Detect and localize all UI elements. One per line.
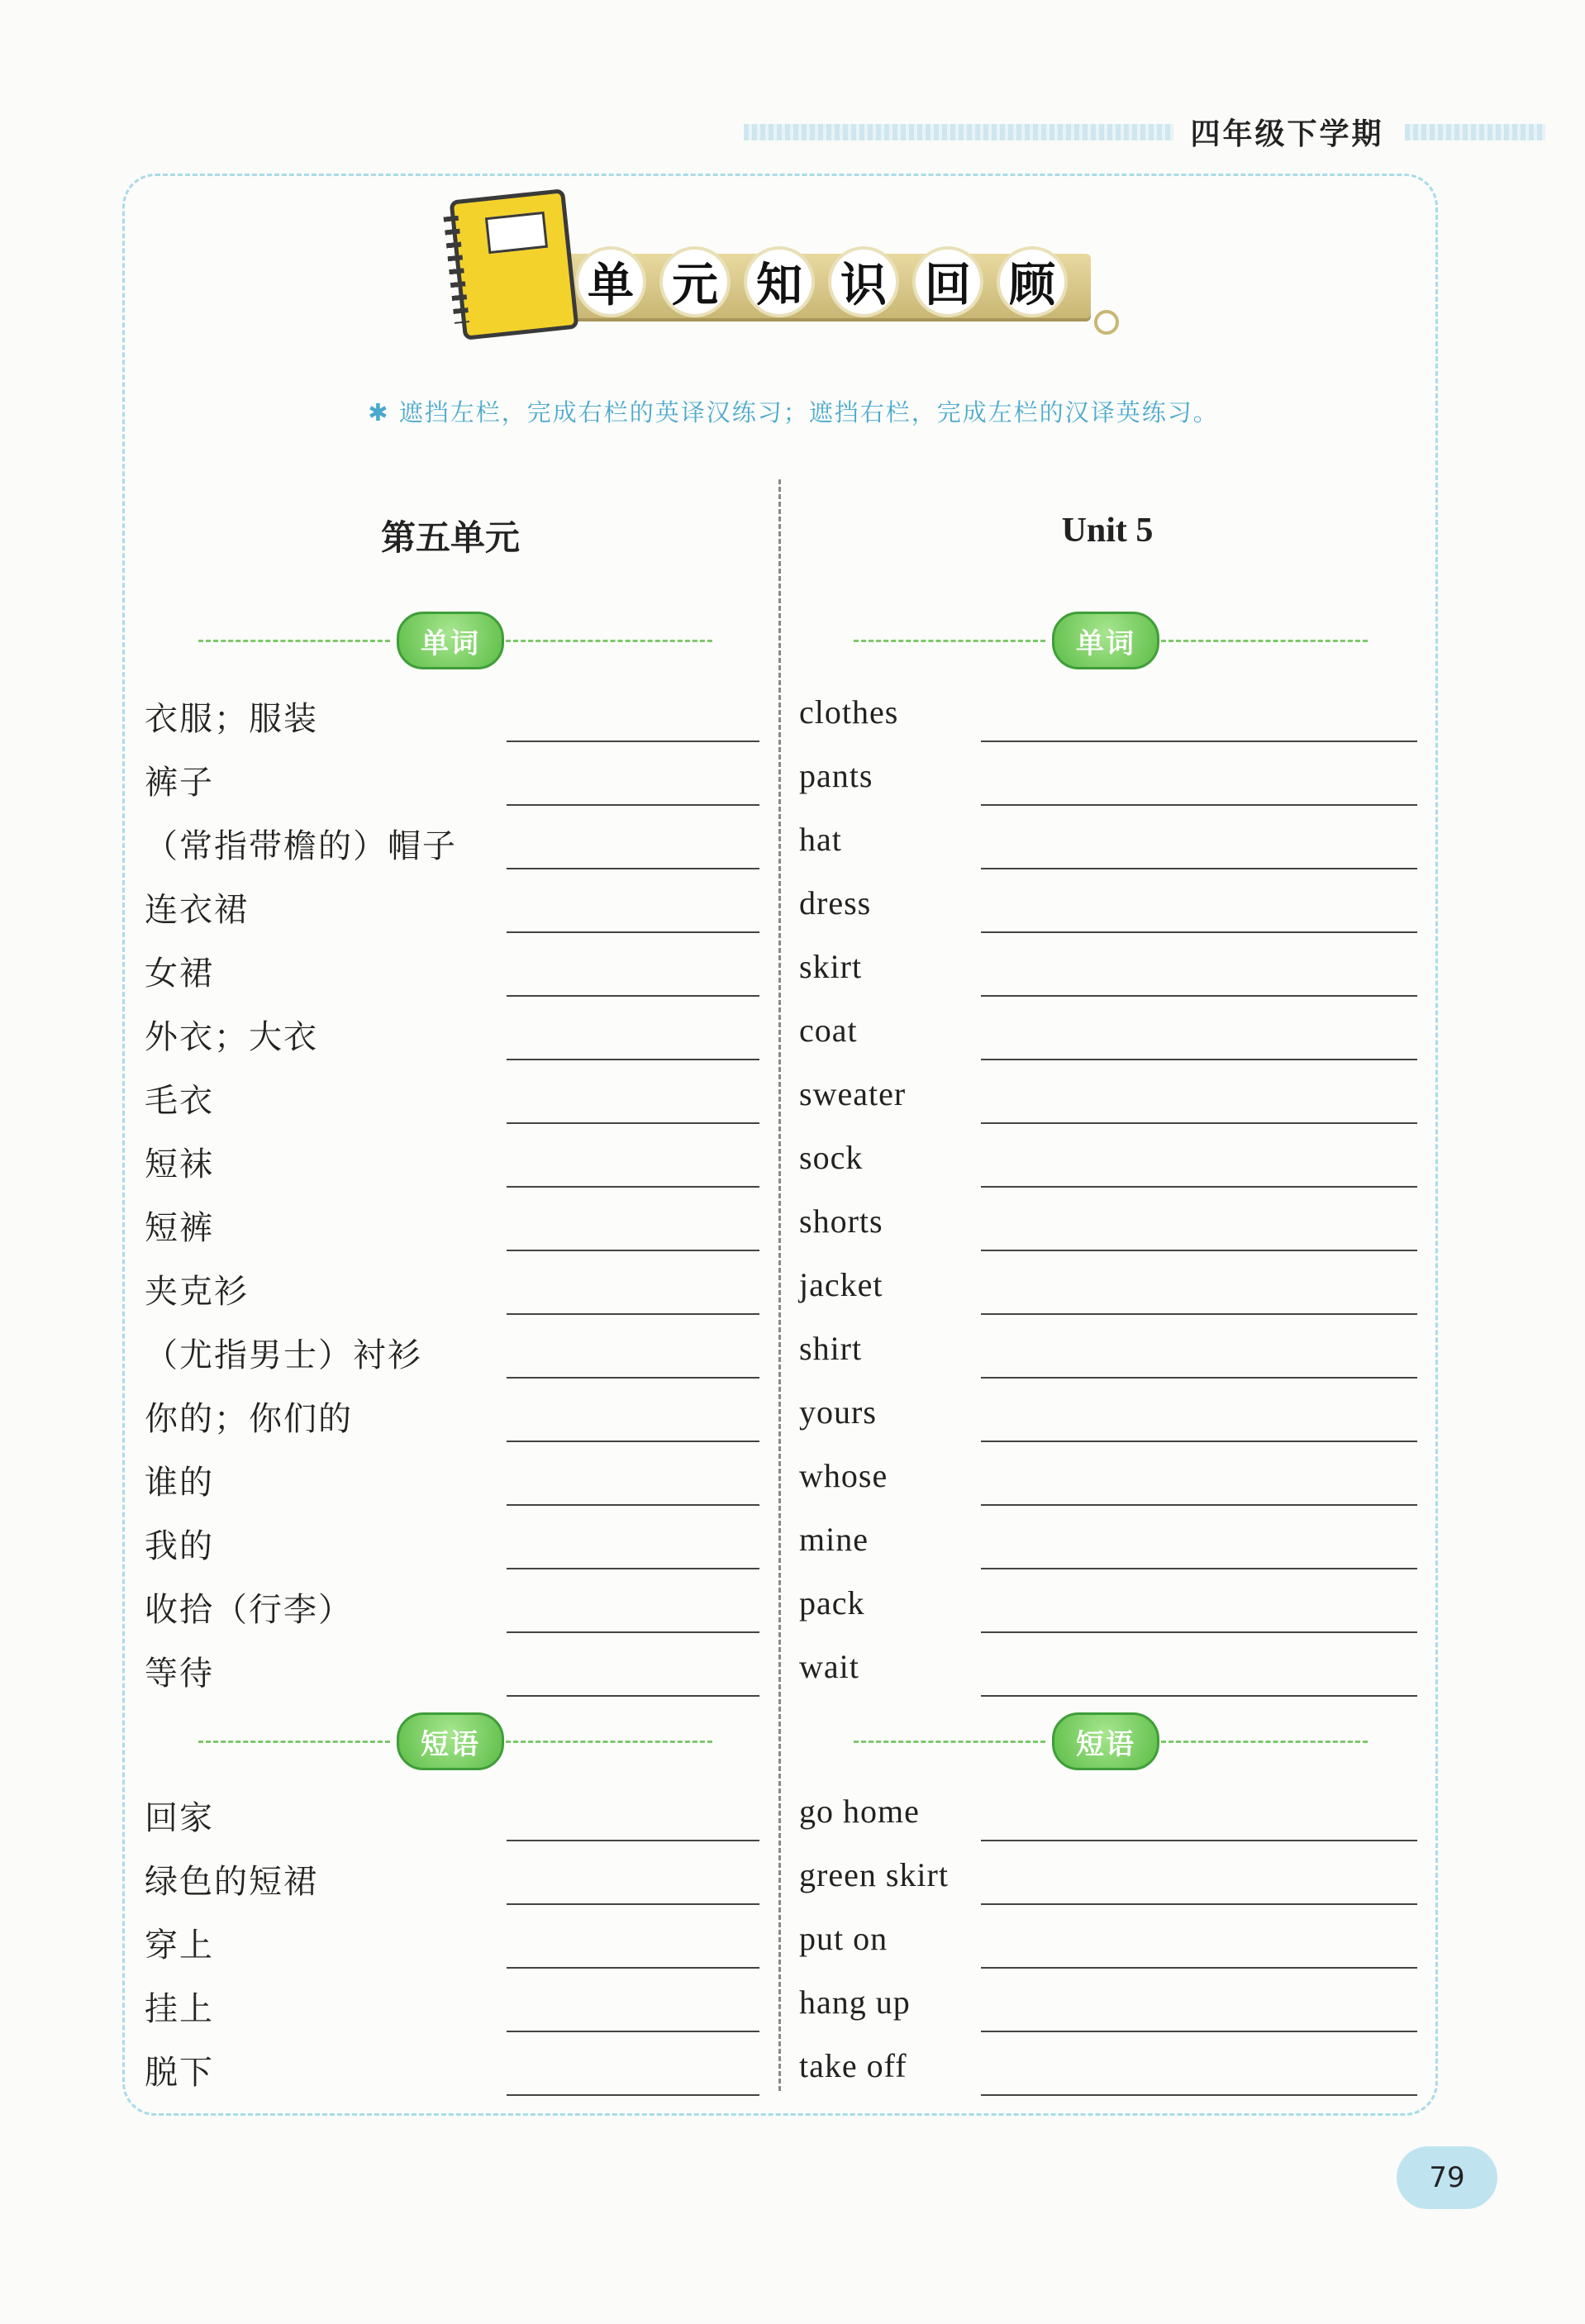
answer-blank[interactable] bbox=[507, 1441, 759, 1442]
vocab-row bbox=[799, 2046, 1417, 2096]
instruction-text: ✱ 遮挡左栏，完成右栏的英译汉练习；遮挡右栏，完成左栏的汉译英练习。 bbox=[368, 398, 1219, 426]
vocab-row bbox=[145, 1855, 759, 1905]
badge-dash-left bbox=[854, 1741, 1045, 1743]
banner-title bbox=[578, 242, 1074, 321]
answer-blank[interactable] bbox=[507, 1903, 759, 1905]
banner-dot-icon bbox=[1094, 310, 1119, 335]
vocab-text: shirt bbox=[799, 1330, 863, 1367]
vocab-row bbox=[145, 1138, 759, 1188]
vocab-text: green skirt bbox=[799, 1856, 949, 1893]
vocab-text: skirt bbox=[799, 948, 863, 985]
vocab-row bbox=[799, 1792, 1417, 1841]
vocab-row bbox=[145, 1329, 759, 1379]
vocab-row bbox=[799, 1074, 1417, 1124]
vocab-row bbox=[145, 820, 759, 869]
answer-blank[interactable] bbox=[981, 995, 1417, 997]
vocab-row bbox=[145, 1074, 759, 1124]
right-words-badge bbox=[854, 612, 1135, 669]
banner-char: 知 bbox=[747, 250, 812, 314]
answer-blank[interactable] bbox=[981, 2094, 1417, 2096]
answer-blank[interactable] bbox=[981, 1059, 1417, 1060]
vocab-text: 穿上 bbox=[145, 1926, 214, 1964]
vocab-text: 短裤 bbox=[145, 1209, 214, 1247]
vocab-text: 女裙 bbox=[145, 955, 214, 993]
header-decor-line-right bbox=[1405, 124, 1545, 140]
answer-blank[interactable] bbox=[981, 1840, 1417, 1841]
vocab-text: shorts bbox=[799, 1202, 883, 1240]
vocab-text: 我的 bbox=[145, 1527, 214, 1565]
answer-blank[interactable] bbox=[981, 2031, 1417, 2032]
vocab-row bbox=[799, 947, 1417, 997]
vocab-text: put on bbox=[799, 1920, 888, 1957]
vocab-row bbox=[799, 1265, 1417, 1315]
answer-blank[interactable] bbox=[981, 741, 1417, 742]
vocab-text: 夹克衫 bbox=[145, 1273, 249, 1311]
answer-blank[interactable] bbox=[981, 1967, 1417, 1969]
vocab-row bbox=[145, 1647, 759, 1697]
header-decor-line-left bbox=[744, 124, 1173, 140]
banner-char: 识 bbox=[831, 250, 896, 314]
vocab-text: 绿色的短裙 bbox=[145, 1863, 318, 1901]
left-phrases-badge bbox=[198, 1712, 480, 1770]
answer-blank[interactable] bbox=[507, 1967, 759, 1969]
vocab-text: 挂上 bbox=[145, 1990, 214, 2028]
answer-blank[interactable] bbox=[507, 995, 759, 997]
answer-blank[interactable] bbox=[507, 1695, 759, 1697]
answer-blank[interactable] bbox=[981, 1441, 1417, 1442]
page-number: 79 bbox=[1397, 2146, 1497, 2209]
answer-blank[interactable] bbox=[981, 1631, 1417, 1633]
badge-dash-right bbox=[1161, 1741, 1368, 1743]
left-phrases-badge-label: 短语 bbox=[397, 1712, 504, 1770]
vocab-row bbox=[799, 883, 1417, 933]
answer-blank[interactable] bbox=[507, 1186, 759, 1188]
answer-blank[interactable] bbox=[981, 1504, 1417, 1506]
answer-blank[interactable] bbox=[981, 1377, 1417, 1379]
answer-blank[interactable] bbox=[981, 868, 1417, 869]
answer-blank[interactable] bbox=[981, 1695, 1417, 1697]
answer-blank[interactable] bbox=[981, 931, 1417, 933]
answer-blank[interactable] bbox=[507, 868, 759, 869]
vocab-row bbox=[145, 883, 759, 933]
vocab-row bbox=[145, 1011, 759, 1060]
vocab-text: pack bbox=[799, 1584, 865, 1622]
badge-dash-left bbox=[854, 640, 1045, 642]
vocab-text: 毛衣 bbox=[145, 1082, 214, 1120]
vocab-row bbox=[799, 1456, 1417, 1506]
vocab-text: （尤指男士）衬衫 bbox=[145, 1336, 422, 1374]
right-phrases-badge-label: 短语 bbox=[1052, 1712, 1159, 1770]
vocab-row bbox=[145, 1456, 759, 1506]
vocab-row bbox=[799, 1393, 1417, 1442]
vocab-text: 衣服；服装 bbox=[145, 700, 318, 738]
vocab-text: pants bbox=[799, 757, 873, 794]
vocab-text: dress bbox=[799, 884, 872, 922]
vocab-text: mine bbox=[799, 1521, 869, 1558]
answer-blank[interactable] bbox=[507, 2094, 759, 2096]
vocab-row bbox=[799, 1983, 1417, 2032]
badge-dash-right bbox=[506, 640, 712, 642]
left-words-badge-label: 单词 bbox=[397, 612, 504, 669]
answer-blank[interactable] bbox=[507, 1504, 759, 1506]
answer-blank[interactable] bbox=[507, 804, 759, 806]
vocab-row bbox=[145, 1983, 759, 2032]
answer-blank[interactable] bbox=[507, 931, 759, 933]
vocab-row bbox=[145, 2046, 759, 2096]
vocab-row bbox=[145, 1919, 759, 1969]
vocab-row bbox=[799, 1011, 1417, 1060]
answer-blank[interactable] bbox=[507, 1313, 759, 1315]
vocab-text: coat bbox=[799, 1012, 858, 1049]
answer-blank[interactable] bbox=[507, 1059, 759, 1060]
vocab-row bbox=[799, 1138, 1417, 1188]
vocab-text: take off bbox=[799, 2047, 907, 2084]
column-divider bbox=[778, 479, 781, 2091]
answer-blank[interactable] bbox=[507, 1122, 759, 1124]
left-column-title: 第五单元 bbox=[380, 517, 520, 558]
vocab-row bbox=[145, 693, 759, 742]
vocab-row bbox=[145, 947, 759, 997]
vocab-text: go home bbox=[799, 1793, 920, 1830]
vocab-row bbox=[145, 1792, 759, 1841]
badge-dash-left bbox=[198, 640, 390, 642]
vocab-text: yours bbox=[799, 1393, 877, 1431]
vocab-row bbox=[145, 1583, 759, 1633]
badge-dash-left bbox=[198, 1741, 390, 1743]
vocab-row bbox=[145, 1265, 759, 1315]
badge-dash-right bbox=[506, 1741, 712, 1743]
vocab-text: 回家 bbox=[145, 1799, 214, 1837]
right-words-badge-label: 单词 bbox=[1052, 612, 1159, 669]
vocab-text: hang up bbox=[799, 1983, 911, 2021]
vocab-row bbox=[799, 756, 1417, 806]
vocab-text: （常指带檐的）帽子 bbox=[145, 827, 457, 865]
vocab-text: 收拾（行李） bbox=[145, 1591, 353, 1629]
answer-blank[interactable] bbox=[507, 1568, 759, 1569]
banner-char: 单 bbox=[578, 250, 643, 314]
vocab-text: clothes bbox=[799, 693, 899, 731]
vocab-row bbox=[799, 1583, 1417, 1633]
banner-char: 回 bbox=[916, 250, 980, 314]
vocab-text: 你的；你们的 bbox=[145, 1400, 353, 1438]
answer-blank[interactable] bbox=[507, 1631, 759, 1633]
answer-blank[interactable] bbox=[507, 741, 759, 742]
vocab-text: sock bbox=[799, 1139, 864, 1176]
section-banner bbox=[446, 194, 1124, 343]
notebook-icon bbox=[449, 188, 578, 341]
vocab-row bbox=[799, 693, 1417, 742]
vocab-row bbox=[799, 1919, 1417, 1969]
vocab-text: 外衣；大衣 bbox=[145, 1018, 318, 1056]
answer-blank[interactable] bbox=[507, 2031, 759, 2032]
vocab-row bbox=[799, 1647, 1417, 1697]
left-words-badge bbox=[198, 612, 480, 669]
vocab-text: jacket bbox=[799, 1266, 883, 1303]
answer-blank[interactable] bbox=[981, 804, 1417, 806]
banner-char: 顾 bbox=[1000, 250, 1064, 314]
vocab-row bbox=[799, 820, 1417, 869]
vocab-row bbox=[145, 1202, 759, 1251]
answer-blank[interactable] bbox=[981, 1250, 1417, 1251]
vocab-row bbox=[799, 1202, 1417, 1251]
badge-dash-right bbox=[1161, 640, 1368, 642]
banner-char: 元 bbox=[663, 250, 727, 314]
answer-blank[interactable] bbox=[981, 1313, 1417, 1315]
answer-blank[interactable] bbox=[507, 1377, 759, 1379]
vocab-text: 脱下 bbox=[145, 2054, 214, 2092]
answer-blank[interactable] bbox=[981, 1186, 1417, 1188]
vocab-text: wait bbox=[799, 1648, 859, 1685]
vocab-text: sweater bbox=[799, 1075, 907, 1112]
answer-blank[interactable] bbox=[981, 1903, 1417, 1905]
grade-label: 四年级下学期 bbox=[1190, 117, 1384, 151]
vocab-text: 等待 bbox=[145, 1655, 214, 1693]
vocab-row bbox=[145, 756, 759, 806]
vocab-text: 谁的 bbox=[145, 1464, 214, 1502]
answer-blank[interactable] bbox=[981, 1568, 1417, 1569]
right-column-title: Unit 5 bbox=[1061, 512, 1154, 550]
vocab-row bbox=[799, 1329, 1417, 1379]
answer-blank[interactable] bbox=[507, 1840, 759, 1841]
vocab-row bbox=[799, 1520, 1417, 1569]
vocab-text: 裤子 bbox=[145, 764, 214, 802]
answer-blank[interactable] bbox=[507, 1250, 759, 1251]
vocab-text: 连衣裙 bbox=[145, 891, 249, 929]
vocab-row bbox=[145, 1520, 759, 1569]
vocab-row bbox=[145, 1393, 759, 1442]
right-phrases-badge bbox=[854, 1712, 1135, 1770]
vocab-text: 短袜 bbox=[145, 1145, 214, 1183]
vocab-row bbox=[799, 1855, 1417, 1905]
answer-blank[interactable] bbox=[981, 1122, 1417, 1124]
vocab-text: whose bbox=[799, 1457, 888, 1494]
vocab-text: hat bbox=[799, 821, 842, 858]
